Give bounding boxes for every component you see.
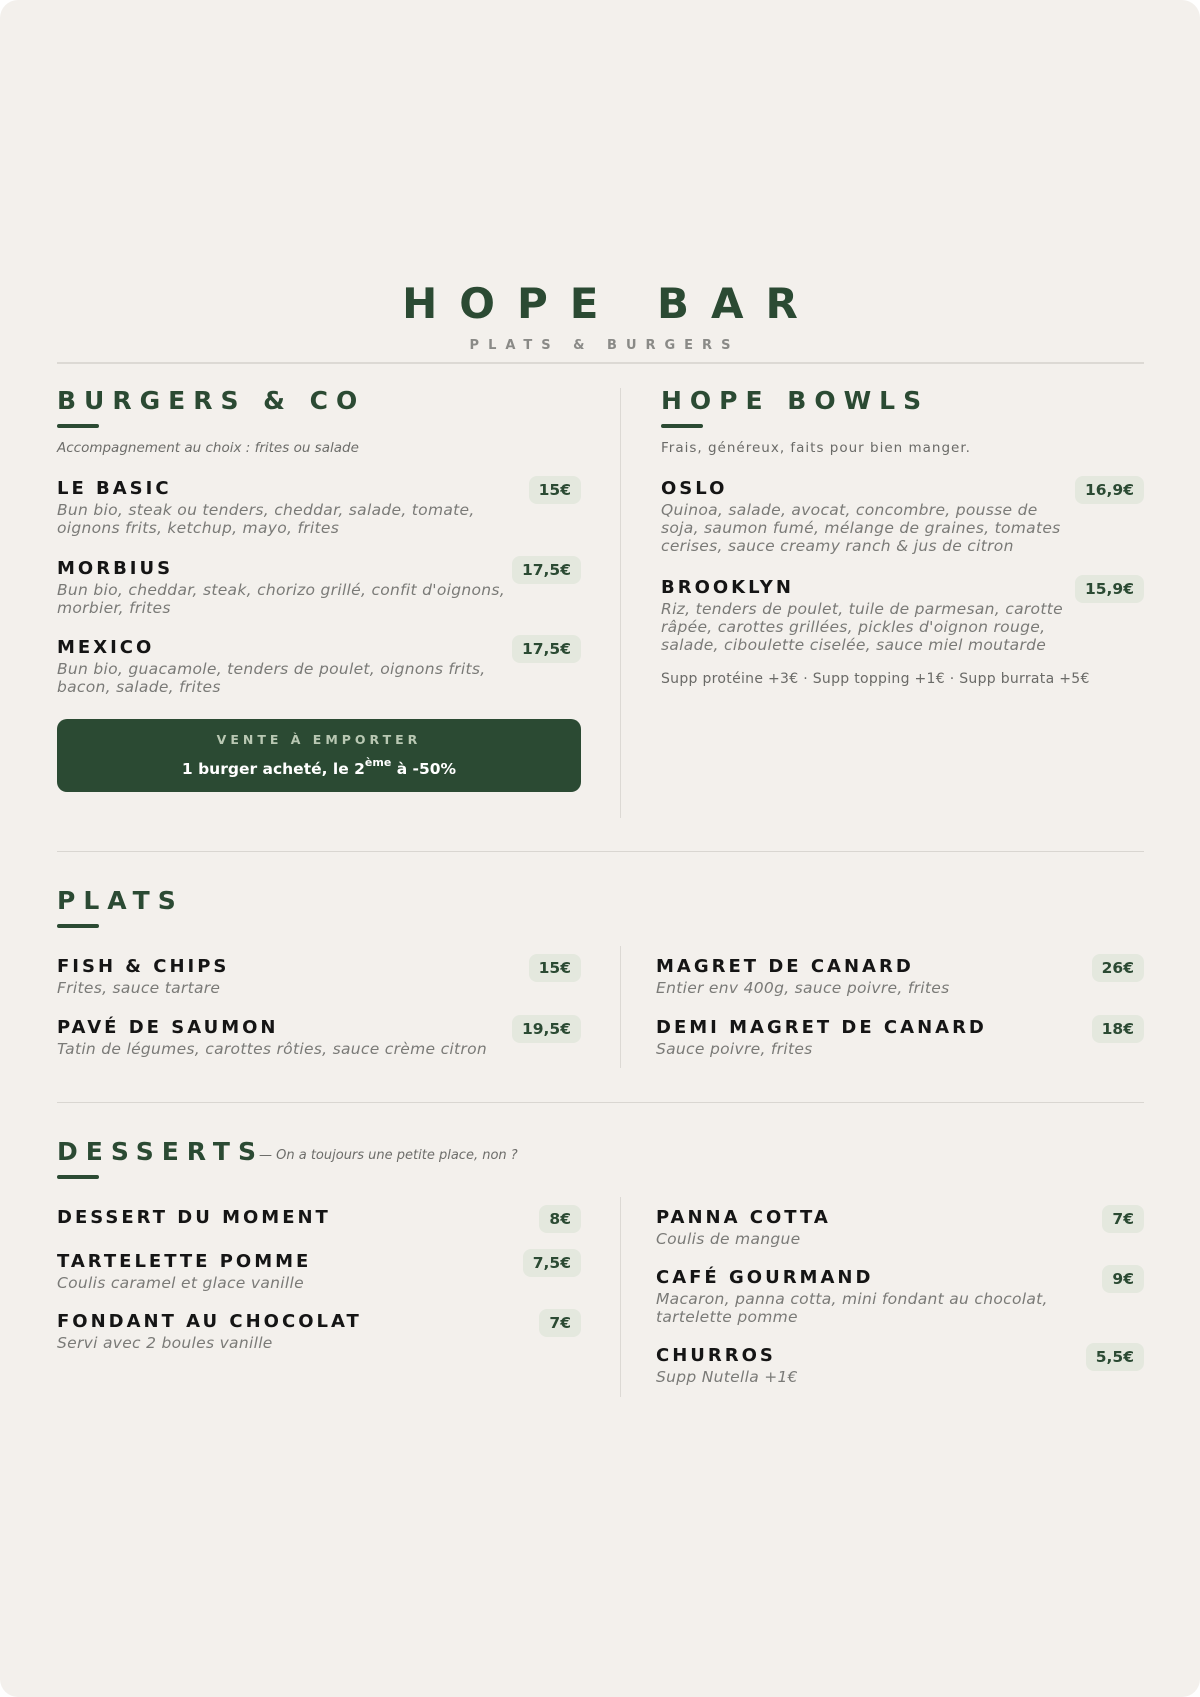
desserts-title-underline (57, 1175, 99, 1179)
item-description: Quinoa, salade, avocat, concombre, pousse de soja, saumon fumé, mélange de graines, tomates cerises, sauce creamy ranch & jus de citron (661, 501, 1061, 555)
brand-title: HOPE BAR (402, 279, 820, 328)
bowls-title-underline (661, 424, 703, 428)
menu-item (656, 956, 1076, 997)
menu-header (0, 280, 1200, 353)
item-description: Coulis caramel et glace vanille (57, 1274, 304, 1292)
section-divider (57, 851, 1144, 852)
item-name: CHURROS (656, 1345, 776, 1366)
item-name: OSLO (661, 478, 728, 499)
desserts-note: — On a toujours une petite place, non ? (259, 1148, 518, 1163)
price-badge: 17,5€ (512, 635, 581, 663)
price-badge: 18€ (1092, 1015, 1144, 1043)
price-badge: 16,9€ (1075, 476, 1144, 504)
item-name: FISH & CHIPS (57, 956, 230, 977)
item-description: Entier env 400g, sauce poivre, frites (656, 979, 950, 997)
promo-text-superscript: ème (364, 756, 392, 769)
price-badge: 19,5€ (512, 1015, 581, 1043)
column-divider (620, 1197, 621, 1397)
menu-item (57, 1207, 517, 1229)
item-name: DEMI MAGRET DE CANARD (656, 1017, 987, 1038)
item-name: PAVÉ DE SAUMON (57, 1017, 279, 1038)
desserts-section-title: DESSERTS (57, 1137, 264, 1166)
item-description: Tatin de légumes, carottes rôties, sauce crème citron (57, 1040, 487, 1058)
menu-item (57, 637, 497, 696)
promo-text-main: 1 burger acheté, le 2 (181, 760, 365, 779)
burgers-note: Accompagnement au choix : frites ou salade (57, 440, 359, 456)
price-badge: 7,5€ (523, 1249, 581, 1277)
price-badge: 26€ (1092, 954, 1144, 982)
item-description: Macaron, panna cotta, mini fondant au chocolat, tartelette pomme (656, 1290, 1048, 1326)
menu-item (57, 558, 507, 617)
item-name: TARTELETTE POMME (57, 1251, 312, 1272)
section-divider (57, 1102, 1144, 1103)
plats-title-underline (57, 924, 99, 928)
promo-label: VENTE À EMPORTER (216, 732, 422, 747)
column-divider (620, 388, 621, 818)
bowls-supplements: Supp protéine +3€ · Supp topping +1€ · Supp burrata +5€ (661, 671, 1090, 687)
bowls-section-title: HOPE BOWLS (661, 386, 930, 415)
column-divider (620, 946, 621, 1068)
item-description: Sauce poivre, frites (656, 1040, 813, 1058)
item-description: Supp Nutella +1€ (656, 1368, 798, 1386)
menu-item (57, 1251, 517, 1292)
menu-item (656, 1345, 1076, 1386)
price-badge: 15€ (529, 954, 581, 982)
item-description: Bun bio, guacamole, tenders de poulet, oignons frits, bacon, salade, frites (57, 660, 486, 696)
item-name: LE BASIC (57, 478, 172, 499)
item-description: Bun bio, cheddar, steak, chorizo grillé, confit d'oignons, morbier, frites (57, 581, 506, 617)
price-badge: 7€ (1102, 1205, 1144, 1233)
price-badge: 7€ (539, 1309, 581, 1337)
menu-item (57, 1311, 517, 1352)
price-badge: 9€ (1102, 1265, 1144, 1293)
bowls-note: Frais, généreux, faits pour bien manger. (661, 440, 971, 456)
menu-item (57, 956, 517, 997)
item-name: BROOKLYN (661, 577, 794, 598)
item-description: Frites, sauce tartare (57, 979, 221, 997)
item-name: PANNA COTTA (656, 1207, 831, 1228)
promo-text-end: à -50% (391, 760, 457, 779)
item-description: Riz, tenders de poulet, tuile de parmesan, carotte râpée, carottes grillées, pickles d'oignon rouge, salade, ciboulette ciselée, sauce miel moutarde (661, 600, 1063, 654)
burgers-section-title: BURGERS & CO (57, 386, 366, 415)
promo-text (57, 756, 581, 778)
menu-item (656, 1207, 1076, 1248)
menu-item (656, 1267, 1076, 1326)
price-badge: 15€ (529, 476, 581, 504)
item-name: MORBIUS (57, 558, 174, 579)
header-divider (57, 362, 1144, 364)
menu-item (661, 478, 1071, 555)
brand-subtitle: PLATS & BURGERS (469, 338, 740, 353)
menu-item (57, 478, 497, 537)
price-badge: 17,5€ (512, 556, 581, 584)
price-badge: 5,5€ (1086, 1343, 1144, 1371)
takeaway-promo-banner (57, 719, 581, 792)
price-badge: 8€ (539, 1205, 581, 1233)
item-name: FONDANT AU CHOCOLAT (57, 1311, 362, 1332)
item-name: MEXICO (57, 637, 155, 658)
plats-section-title: PLATS (57, 886, 184, 915)
burgers-title-underline (57, 424, 99, 428)
price-badge: 15,9€ (1075, 575, 1144, 603)
menu-item (656, 1017, 1076, 1058)
item-description: Bun bio, steak ou tenders, cheddar, salade, tomate, oignons frits, ketchup, mayo, frites (57, 501, 475, 537)
item-description: Servi avec 2 boules vanille (57, 1334, 273, 1352)
item-name: CAFÉ GOURMAND (656, 1267, 874, 1288)
item-name: MAGRET DE CANARD (656, 956, 914, 977)
item-description: Coulis de mangue (656, 1230, 801, 1248)
menu-item (661, 577, 1071, 654)
item-name: DESSERT DU MOMENT (57, 1207, 331, 1228)
menu-item (57, 1017, 517, 1058)
